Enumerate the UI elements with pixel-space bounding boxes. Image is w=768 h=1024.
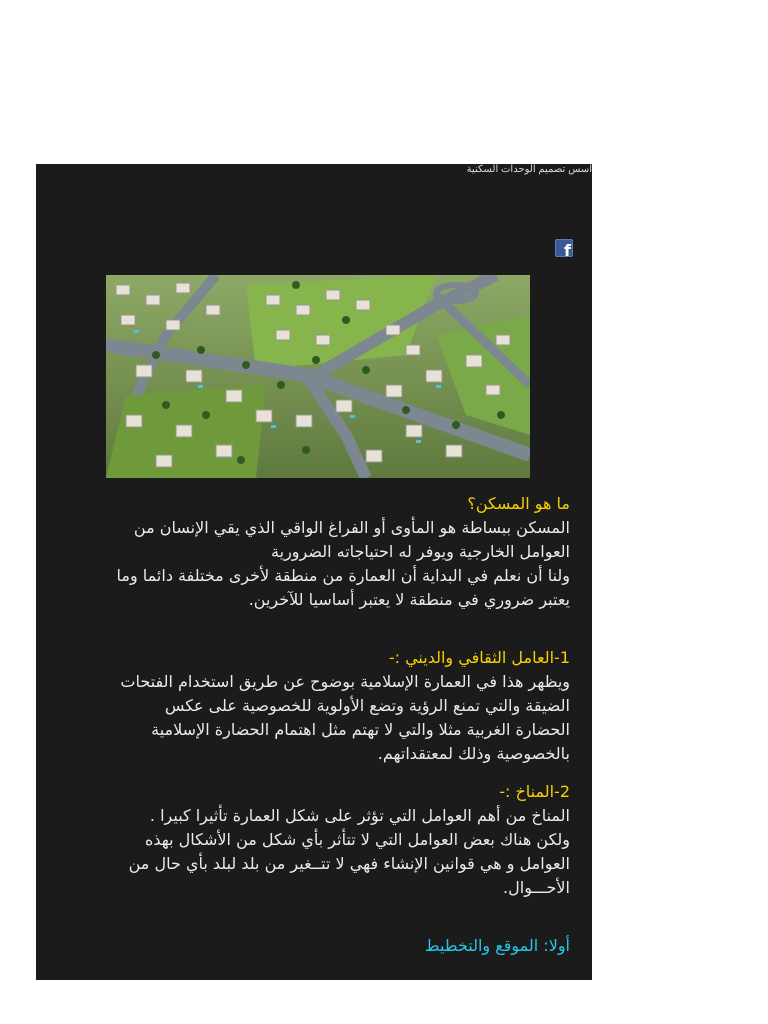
paragraph-line: الأحـــوال.: [503, 878, 570, 897]
paragraph-line: يعتبر ضروري في منطقة لا يعتبر أساسيا للآخرين.: [248, 590, 570, 609]
section-title: أولا: الموقع والتخطيط: [424, 936, 570, 955]
paragraph-line: المناخ من أهم العوامل التي تؤثر على شكل العمارة تأثيرا كبيرا .: [149, 806, 570, 825]
paragraph-line: ولنا أن نعلم في البداية أن العمارة من منطقة لأخرى مختلفة دائما وما: [116, 566, 570, 585]
paragraph-line: المسكن ببساطة هو المأوى أو الفراغ الواقي الذي يقي الإنسان من: [133, 518, 570, 537]
section-title: 1-العامل الثقافي والديني :-: [388, 648, 570, 667]
paragraph-line: الضيقة والتي تمنع الرؤية وتضع الأولوية للخصوصية على عكس: [164, 696, 570, 715]
paragraph-line: ويظهر هذا في العمارة الإسلامية بوضوح عن طريق استخدام الفتحات: [120, 672, 570, 691]
paragraph-line: الحضارة الغربية مثلا والتي لا تهتم مثل اهتمام الحضارة الإسلامية: [151, 720, 570, 739]
section-title: ما هو المسكن؟: [467, 494, 570, 513]
paragraph-line: العوامل و هي قوانين الإنشاء فهي لا تتــغير من بلد لبلد بأي حال من: [128, 854, 570, 873]
spacer: [68, 766, 570, 780]
spacer: [68, 900, 570, 934]
section-title: 2-المناخ :-: [499, 782, 570, 801]
paragraph-line: بالخصوصية وذلك لمعتقداتهم.: [377, 744, 570, 763]
aerial-housing-image: [106, 275, 530, 478]
paragraph-line: ولكن هناك بعض العوامل التي لا تتأثر بأي شكل من الأشكال بهذه: [144, 830, 570, 849]
article-body: [68, 492, 570, 958]
spacer: [68, 612, 570, 646]
paragraph-line: العوامل الخارجية ويوفر له احتياجاته الضرورية: [271, 542, 570, 561]
document-panel: [36, 164, 592, 980]
page-header-title: أسس تصميم الوحدات السكنية: [466, 164, 592, 175]
facebook-icon[interactable]: f: [555, 239, 573, 257]
